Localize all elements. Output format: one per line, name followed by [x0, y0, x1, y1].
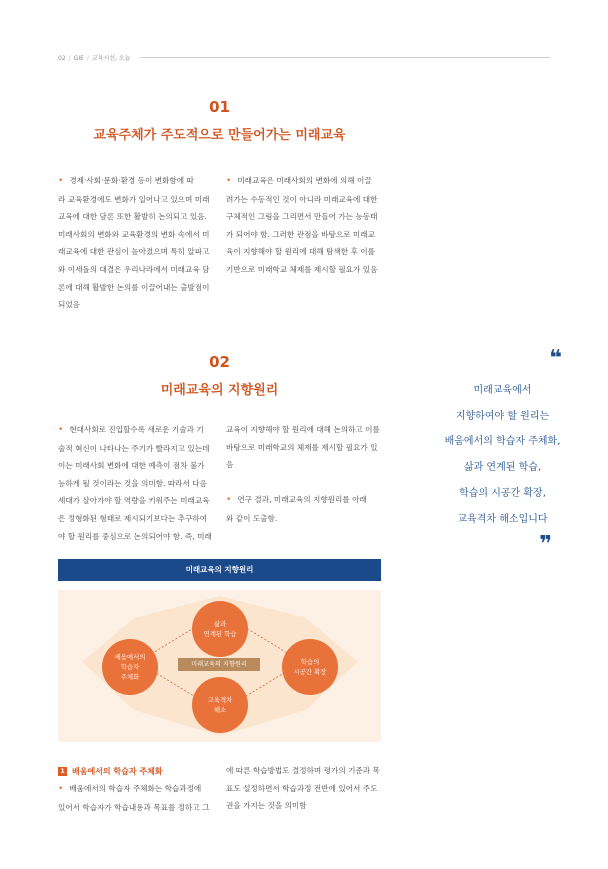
open-quote-icon: ❝ [549, 346, 562, 371]
header-divider [140, 57, 550, 58]
bullet-icon: • [226, 176, 232, 186]
page-number: 02 [58, 55, 66, 62]
bullet-icon: • [58, 784, 64, 794]
section1-col2: • 미래교육은 미래사회의 변화에 의해 이끌 려가는 수동적인 것이 아니라 미래교육에 대한 구체적인 그림을 그리면서 만들어 가는 능동태 가 되어야 함. 그러한 관점을 바탕으로 미래교 육이 지향해야 할 원리에 대해 탐색한 후 이를 기반으로 미래학교 체제를 제시할 필요가 있음 [226, 176, 378, 274]
quote-line: 지향하여야 할 원리는 [455, 410, 550, 422]
section1-title: 교육주체가 주도적으로 만들어가는 미래교육 [93, 128, 346, 143]
magazine-name: GIE [73, 55, 84, 62]
diagram-center-label: 미래교육의 지향원리 [178, 658, 260, 671]
section2-col1: • 현대사회로 진입할수록 새로운 기술과 기 술적 혁신이 나타나는 주기가 빨라지고 있는데 이는 미래사회 변화에 대한 예측이 점차 불가 능하게 될 것이라는 것을 의미함. 따라서 다음 세대가 살아가야 할 역량을 키워주는 미래교육 은 정형화된 형태로 제시되기보다는 추구하여 야 할 원리를 중심으로 논의되어야 함. 즉, 미래 [58, 425, 212, 541]
quote-line: 교육격차 해소입니다 [457, 513, 548, 525]
section1-number: 01 [209, 98, 230, 116]
section1-col1: • 경제·사회·문화·환경 등이 변화함에 따 라 교육환경에도 변화가 일어나고 있으며 미래 교육에 대한 담론 또한 활발히 논의되고 있음. 미래사회의 변화와 교육환경의 변화 속에서 미 래교육에 대한 관심이 높아졌으며 특히 알파고 와 이세돌의 대결은 우리나라에서 미래교육 담 론에 대해 활발한 논의를 이끌어내는 출발점이 되었음 [58, 176, 210, 310]
section2-col2: 교육이 지향해야 할 원리에 대해 논의하고 이를 바탕으로 미래학교의 체제를 제시할 필요가 있 음 • 연구 결과, 미래교육의 지향원리를 아래 와 같이 도출함. [226, 425, 380, 523]
close-quote-icon: ❞ [539, 532, 552, 558]
pull-quote [425, 348, 580, 556]
bullet-icon: • [58, 425, 64, 435]
subsection-heading [58, 766, 163, 777]
bullet-icon: • [226, 495, 232, 506]
principle-bottom: 교육격차 해소 [192, 677, 248, 733]
subsection-number: 1 [58, 767, 67, 776]
quote-line: 배움에서의 학습자 주체화, [444, 436, 561, 448]
quote-line: 학습의 시공간 확장, [459, 487, 546, 499]
principle-left: 배움에서의 학습자 주체화 [102, 639, 158, 695]
diagram-banner: 미래교육의 지향원리 [58, 559, 381, 581]
quote-line: 미래교육에서 [473, 385, 532, 396]
section2-title: 미래교육의 지향원리 [160, 383, 279, 398]
quote-line: 삶과 연계된 학습, [463, 462, 542, 474]
subsection-col1: • 배움에서의 학습자 주체화는 학습과정에 있어서 학습자가 학습내용과 목표를 정하고 그 [58, 784, 210, 812]
page-header: 02 / GIE / 교육시선, 오늘 [58, 55, 131, 62]
bullet-icon: • [58, 176, 64, 186]
subsection-col2: 에 따른 학습방법도 결정하며 평가의 기준과 목 표도 설정하면서 학습과정 전반에 있어서 주도 권을 가지는 것을 의미함 [226, 766, 380, 811]
principle-right: 학습의 시공간 확장 [282, 639, 338, 695]
section2-number: 02 [209, 353, 230, 371]
subsection-title: 배움에서의 학습자 주체화 [72, 767, 163, 776]
principle-top: 삶과 연계된 학습 [192, 601, 248, 657]
section-name: 교육시선, 오늘 [91, 55, 131, 62]
